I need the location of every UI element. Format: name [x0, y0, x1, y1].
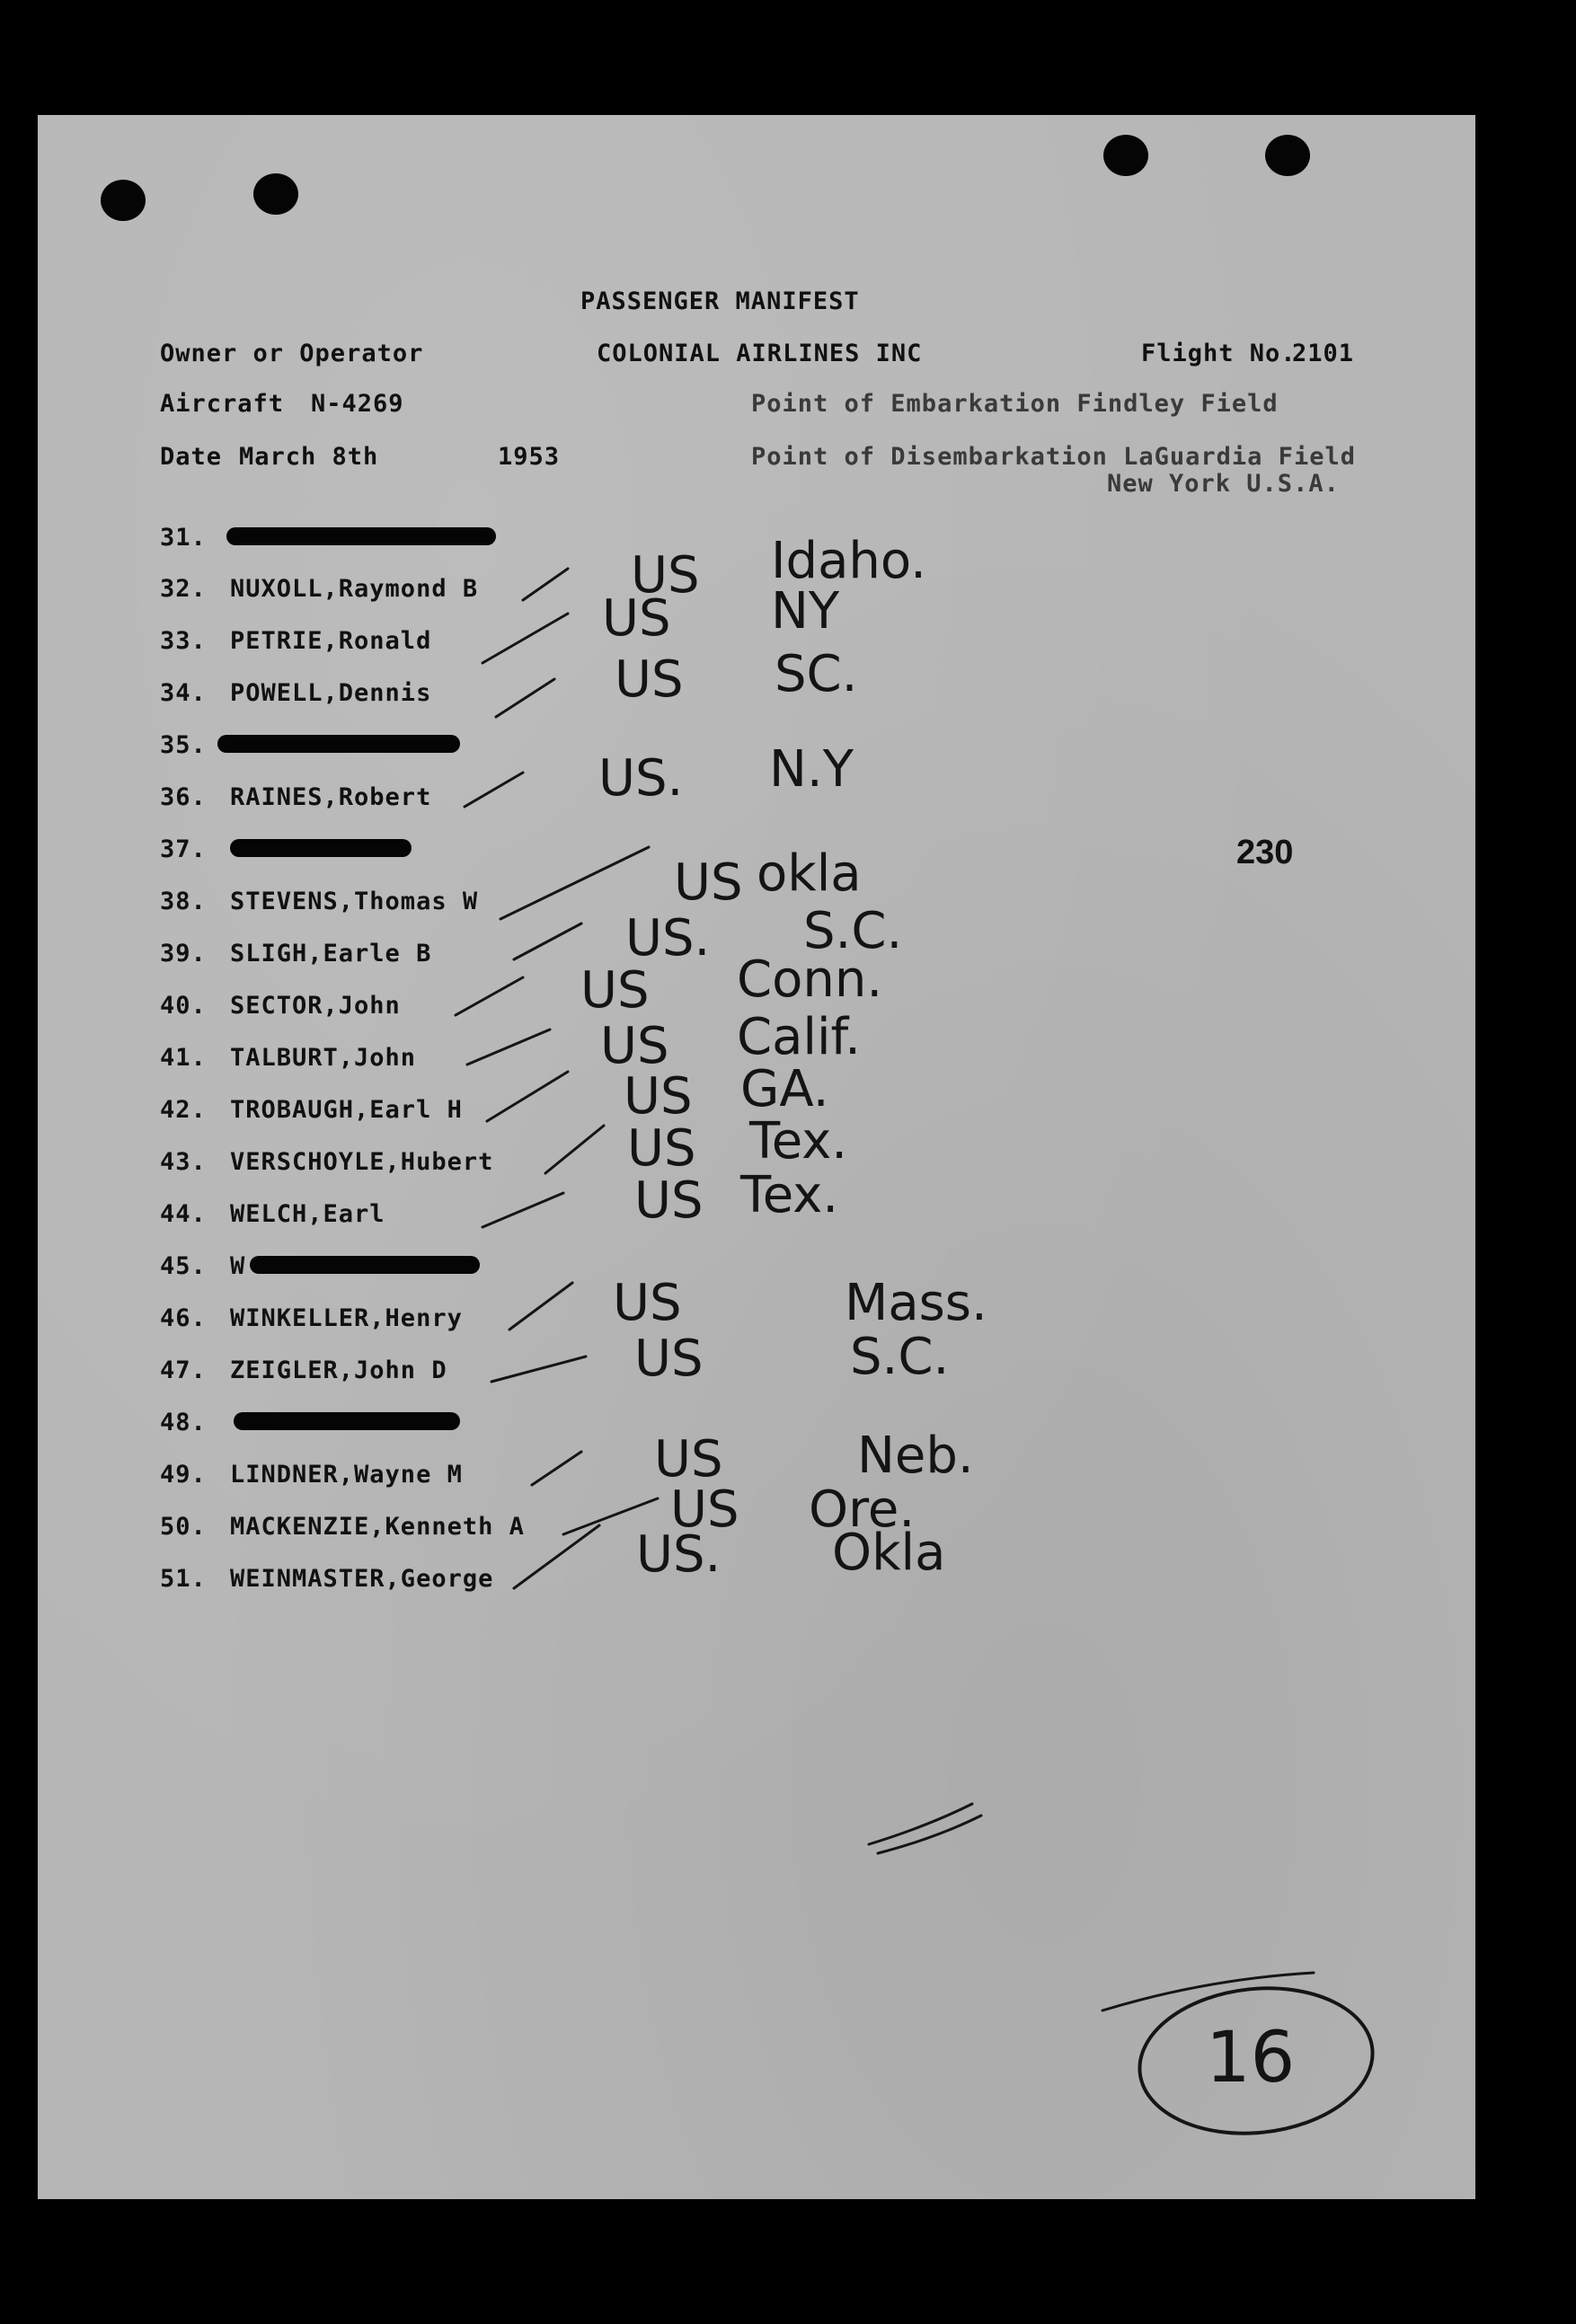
row-number: 33. [160, 627, 207, 655]
row-number: 36. [160, 783, 207, 811]
pen-stroke [1102, 1973, 1314, 2010]
date-label: Date [160, 443, 223, 471]
check-mark-icon [456, 977, 523, 1015]
row-number: 49. [160, 1461, 207, 1489]
handwritten-country: US [654, 1430, 723, 1489]
handwritten-state: Okla [832, 1524, 946, 1582]
check-mark-icon [532, 1452, 581, 1485]
handwritten-country: US [634, 1171, 704, 1230]
passenger-name: RAINES,Robert [230, 783, 432, 811]
check-mark-icon [523, 569, 568, 600]
row-number: 42. [160, 1096, 207, 1124]
manifest-title: PASSENGER MANIFEST [580, 287, 860, 315]
check-mark-icon [545, 1126, 604, 1173]
passenger-name: STEVENS,Thomas W [230, 888, 479, 915]
row-number: 34. [160, 679, 207, 707]
handwritten-state: SC. [775, 645, 858, 703]
operator-name: COLONIAL AIRLINES INC [597, 340, 923, 367]
check-mark-icon [514, 923, 581, 959]
check-mark-icon [563, 1498, 658, 1534]
passenger-name: WELCH,Earl [230, 1200, 385, 1228]
row-number: 48. [160, 1409, 207, 1436]
passenger-name: PETRIE,Ronald [230, 627, 432, 655]
handwritten-state: N.Y [769, 740, 854, 799]
handwritten-country: US. [636, 1525, 722, 1584]
handwritten-state: S.C. [803, 902, 903, 960]
handwritten-country: US [613, 1274, 682, 1332]
row-number: 37. [160, 835, 207, 863]
row-number: 44. [160, 1200, 207, 1228]
handwritten-state: Conn. [737, 950, 883, 1009]
handwritten-state: Mass. [845, 1274, 987, 1332]
handwritten-country: US [631, 546, 700, 605]
pen-stroke [869, 1804, 972, 1844]
handwritten-state: okla [757, 844, 862, 903]
handwritten-state: Tex. [749, 1112, 848, 1171]
handwritten-country: US [627, 1119, 696, 1178]
check-mark-icon [483, 614, 568, 663]
check-mark-icon [483, 1193, 563, 1227]
passenger-name: W [230, 1252, 246, 1280]
row-number: 31. [160, 524, 207, 552]
point-of-embarkation: Point of Embarkation Findley Field [751, 390, 1279, 418]
passenger-name: VERSCHOYLE,Hubert [230, 1148, 494, 1176]
flight-number: 2101 [1292, 340, 1355, 367]
handwritten-state: Ore. [809, 1480, 916, 1539]
handwritten-state: NY [771, 582, 840, 641]
handwritten-country: US [580, 961, 650, 1020]
check-mark-icon [465, 773, 523, 807]
check-mark-icon [514, 1525, 599, 1588]
manifest-sheet [38, 115, 1475, 2199]
row-number: 46. [160, 1304, 207, 1332]
handwritten-country: US [670, 1480, 739, 1539]
manifest-date: March 8th [239, 443, 379, 471]
handwritten-country: US [624, 1067, 693, 1126]
row-number: 41. [160, 1044, 207, 1072]
row-number: 47. [160, 1356, 207, 1384]
pen-stroke [878, 1816, 981, 1853]
handwritten-state: S.C. [850, 1328, 950, 1386]
handwritten-country: US [602, 589, 671, 648]
handwritten-country: US [674, 853, 743, 912]
manifest-year: 1953 [498, 443, 561, 471]
check-mark-icon [496, 679, 554, 717]
check-mark-icon [487, 1072, 568, 1121]
passenger-name: MACKENZIE,Kenneth A [230, 1513, 525, 1541]
passenger-name: TALBURT,John [230, 1044, 417, 1072]
owner-label: Owner or Operator [160, 340, 424, 367]
handwritten-country: US. [625, 909, 711, 968]
page-number: 16 [1206, 2018, 1296, 2099]
check-mark-icon [467, 1029, 550, 1065]
row-number: 39. [160, 940, 207, 968]
passenger-name: SECTOR,John [230, 992, 401, 1020]
row-number: 45. [160, 1252, 207, 1280]
point-of-disembarkation: Point of Disembarkation LaGuardia Field [751, 443, 1356, 471]
check-mark-icon [491, 1356, 586, 1382]
handwritten-state: Neb. [857, 1427, 974, 1485]
row-number: 32. [160, 575, 207, 603]
row-number: 35. [160, 731, 207, 759]
handwritten-state: Calif. [737, 1008, 861, 1066]
passenger-name: TROBAUGH,Earl H [230, 1096, 463, 1124]
passenger-name: WINKELLER,Henry [230, 1304, 463, 1332]
disembark-location: New York U.S.A. [1107, 470, 1340, 498]
passenger-name: ZEIGLER,John D [230, 1356, 447, 1384]
handwritten-state: GA. [740, 1060, 829, 1118]
aircraft-registration: N-4269 [311, 390, 404, 418]
row-number: 50. [160, 1513, 207, 1541]
passenger-name: POWELL,Dennis [230, 679, 432, 707]
check-mark-icon [509, 1283, 572, 1330]
row-number: 38. [160, 888, 207, 915]
handwritten-country: US. [598, 749, 684, 808]
aircraft-label: Aircraft [160, 390, 285, 418]
stamped-number: 230 [1236, 834, 1294, 871]
handwritten-state: Tex. [740, 1166, 839, 1224]
handwritten-country: US [600, 1017, 669, 1075]
flight-label: Flight No. [1141, 340, 1297, 367]
passenger-name: LINDNER,Wayne M [230, 1461, 463, 1489]
pen-marks [38, 115, 1475, 2199]
handwritten-state: Idaho. [771, 532, 926, 590]
row-number: 43. [160, 1148, 207, 1176]
row-number: 40. [160, 992, 207, 1020]
check-mark-icon [500, 847, 649, 919]
passenger-name: WEINMASTER,George [230, 1565, 494, 1593]
row-number: 51. [160, 1565, 207, 1593]
handwritten-country: US [634, 1330, 704, 1388]
passenger-name: SLIGH,Earle B [230, 940, 432, 968]
passenger-name: NUXOLL,Raymond B [230, 575, 479, 603]
handwritten-country: US [615, 650, 684, 709]
